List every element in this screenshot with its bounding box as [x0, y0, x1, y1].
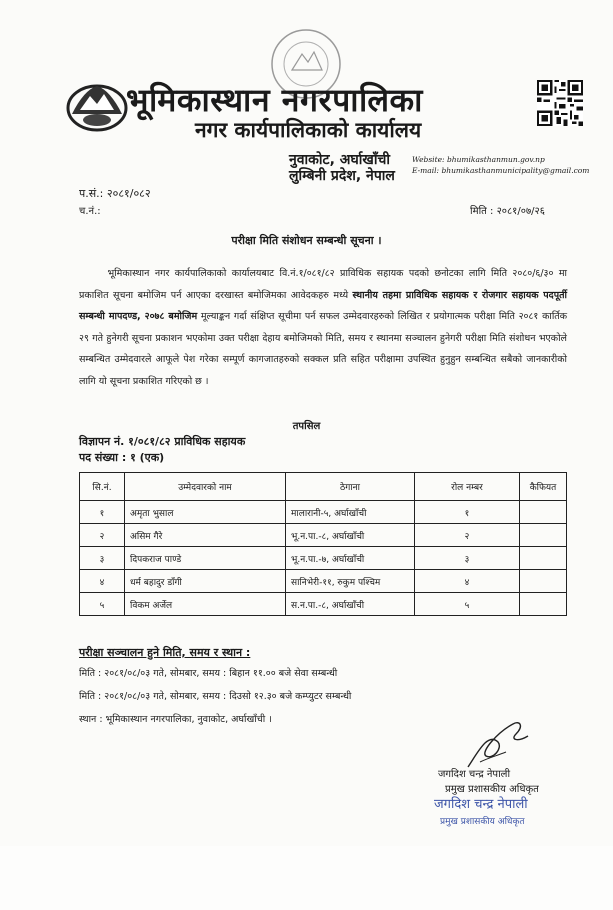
table-header-row — [80, 473, 567, 501]
table-row — [80, 547, 567, 570]
nepal-emblem-icon — [66, 80, 128, 132]
details-heading: तपसिल — [292, 421, 321, 432]
municipality-name: भूमिकास्थान नगरपालिका — [126, 81, 423, 119]
table-row — [80, 501, 567, 524]
letter-date: मिति : २०८१/०७/२६ — [470, 206, 545, 217]
cell-name: धर्म बहादुर डाँगी — [125, 570, 286, 593]
handwritten-signature-icon — [458, 712, 538, 772]
cell-serial: ५ — [80, 593, 125, 616]
email-text: E-mail: bhumikasthanmunicipality@gmail.com — [412, 166, 590, 175]
cell-remarks — [520, 547, 567, 570]
cell-address: भू.न.पा.-८, अर्घाखाँची — [286, 524, 415, 547]
cell-remarks — [520, 570, 567, 593]
cell-serial: १ — [80, 501, 125, 524]
header-name: उम्मेदवारको नाम — [125, 473, 286, 501]
cell-address: भू.न.पा.-७, अर्घाखाँची — [286, 547, 415, 570]
stamp-signatory-name: जगदिश चन्द्र नेपाली — [434, 797, 528, 812]
cell-name: अमृता भुसाल — [125, 501, 286, 524]
cell-address: सानिभेरी-११, रुकुम पश्चिम — [286, 570, 415, 593]
header-serial: सि.नं. — [80, 473, 125, 501]
signatory-title: प्रमुख प्रशासकीय अधिकृत — [445, 784, 539, 795]
schedule-line-2: मिति : २०८१/०८/०३ गते, सोमबार, समय : दिउसो १२.३० बजे कम्प्युटर सम्बन्धी — [79, 691, 352, 702]
header-address: ठेगाना — [286, 473, 415, 501]
table-row — [80, 570, 567, 593]
cell-remarks — [520, 593, 567, 616]
post-count: पद संख्या : १ (एक) — [79, 451, 165, 464]
table-row — [80, 593, 567, 616]
stamp-signatory-title: प्रमुख प्रशासकीय अधिकृत — [440, 817, 525, 827]
cell-roll: ३ — [415, 547, 520, 570]
schedule-venue: स्थान : भूमिकास्थान नगरपालिका, नुवाकोट, अर्घाखाँची । — [79, 714, 272, 725]
cell-serial: २ — [80, 524, 125, 547]
header-remarks: कैफियत — [520, 473, 567, 501]
candidate-table — [79, 472, 567, 616]
schedule-line-1: मिति : २०८१/०८/०३ गते, सोमबार, समय : बिहान ११.०० बजे सेवा सम्बन्धी — [79, 668, 338, 679]
cell-roll: ५ — [415, 593, 520, 616]
cell-remarks — [520, 501, 567, 524]
body-text-part1: भूमिकास्थान नगर कार्यपालिकाको कार्यालयबाट वि.नं.१/०८१/८२ प्राविधिक सहायक पदको छनोटका लागि मिति २०८०/६/३० मा प्रकाशित सूचना बमोजिम पर्न आएका दरखास्त बमोजिमका आवेदकहरु मध्ये — [79, 268, 567, 301]
cell-roll: ४ — [415, 570, 520, 593]
cell-name: दिपकराज पाण्डे — [125, 547, 286, 570]
address-line-2: लुम्बिनी प्रदेश, नेपाल — [289, 168, 395, 184]
website-text: Website: bhumikasthanmun.gov.np — [412, 155, 545, 164]
header-roll: रोल नम्बर — [415, 473, 520, 501]
cell-address: मालारानी-५, अर्घाखाँची — [286, 501, 415, 524]
cell-serial: ३ — [80, 547, 125, 570]
cell-serial: ४ — [80, 570, 125, 593]
cell-name: असिम गैरे — [125, 524, 286, 547]
cell-remarks — [520, 524, 567, 547]
qr-code-icon — [537, 80, 583, 126]
cell-address: स.न.पा.-८, अर्घाखाँची — [286, 593, 415, 616]
notice-subject: परीक्षा मिति संशोधन सम्बन्धी सूचना । — [231, 234, 382, 247]
address-line-1: नुवाकोट, अर्घाखाँची — [289, 152, 390, 168]
body-text-part2: मूल्याङ्कन गर्दा संक्षिप्त सूचीमा पर्न सफल उम्मेदवारहरुको लिखित र प्रयोगात्मक परीक्षा मिति २०८१ कार्तिक २९ गते हुनेगरी सूचना प्रकाशन भएकोमा उक्त परीक्षा देहाय बमोजिमको मिति, समय र स्थानमा सञ्चालन हुनेगरी परीक्षा मिति संशोधन भएकोले सम्बन्धित उम्मेदवारले आफूले पेश गरेका सम्पूर्ण कागजातहरुको सक्कल प्रति सहित परीक्षामा उपस्थित हुनुहुन सम्बन्धित सबैको जानकारीको लागि यो सूचना प्रकाशित गरिएको छ । — [79, 311, 567, 387]
office-name: नगर कार्यपालिकाको कार्यालय — [195, 118, 422, 142]
page-bottom-margin — [0, 846, 613, 910]
notice-body — [79, 263, 567, 392]
table-row — [80, 524, 567, 547]
cell-roll: १ — [415, 501, 520, 524]
signatory-name: जगदिश चन्द्र नेपाली — [438, 769, 511, 780]
body-text-bold: स्थानीय तहमा प्राविधिक सहायक र रोजगार सहायक पदपूर्ती सम्बन्धी मापदण्ड, २०७८ बमोजिम — [79, 289, 567, 322]
letter-number: प.सं.: २०८१/०८२ — [79, 187, 151, 200]
schedule-heading: परीक्षा सञ्चालन हुने मिति, समय र स्थान : — [79, 646, 251, 659]
dispatch-number: च.नं.: — [79, 206, 101, 217]
cell-name: विकम अर्जेल — [125, 593, 286, 616]
cell-roll: २ — [415, 524, 520, 547]
advertisement-number: विज्ञापन नं. १/०८१/८२ प्राविधिक सहायक — [79, 435, 246, 448]
